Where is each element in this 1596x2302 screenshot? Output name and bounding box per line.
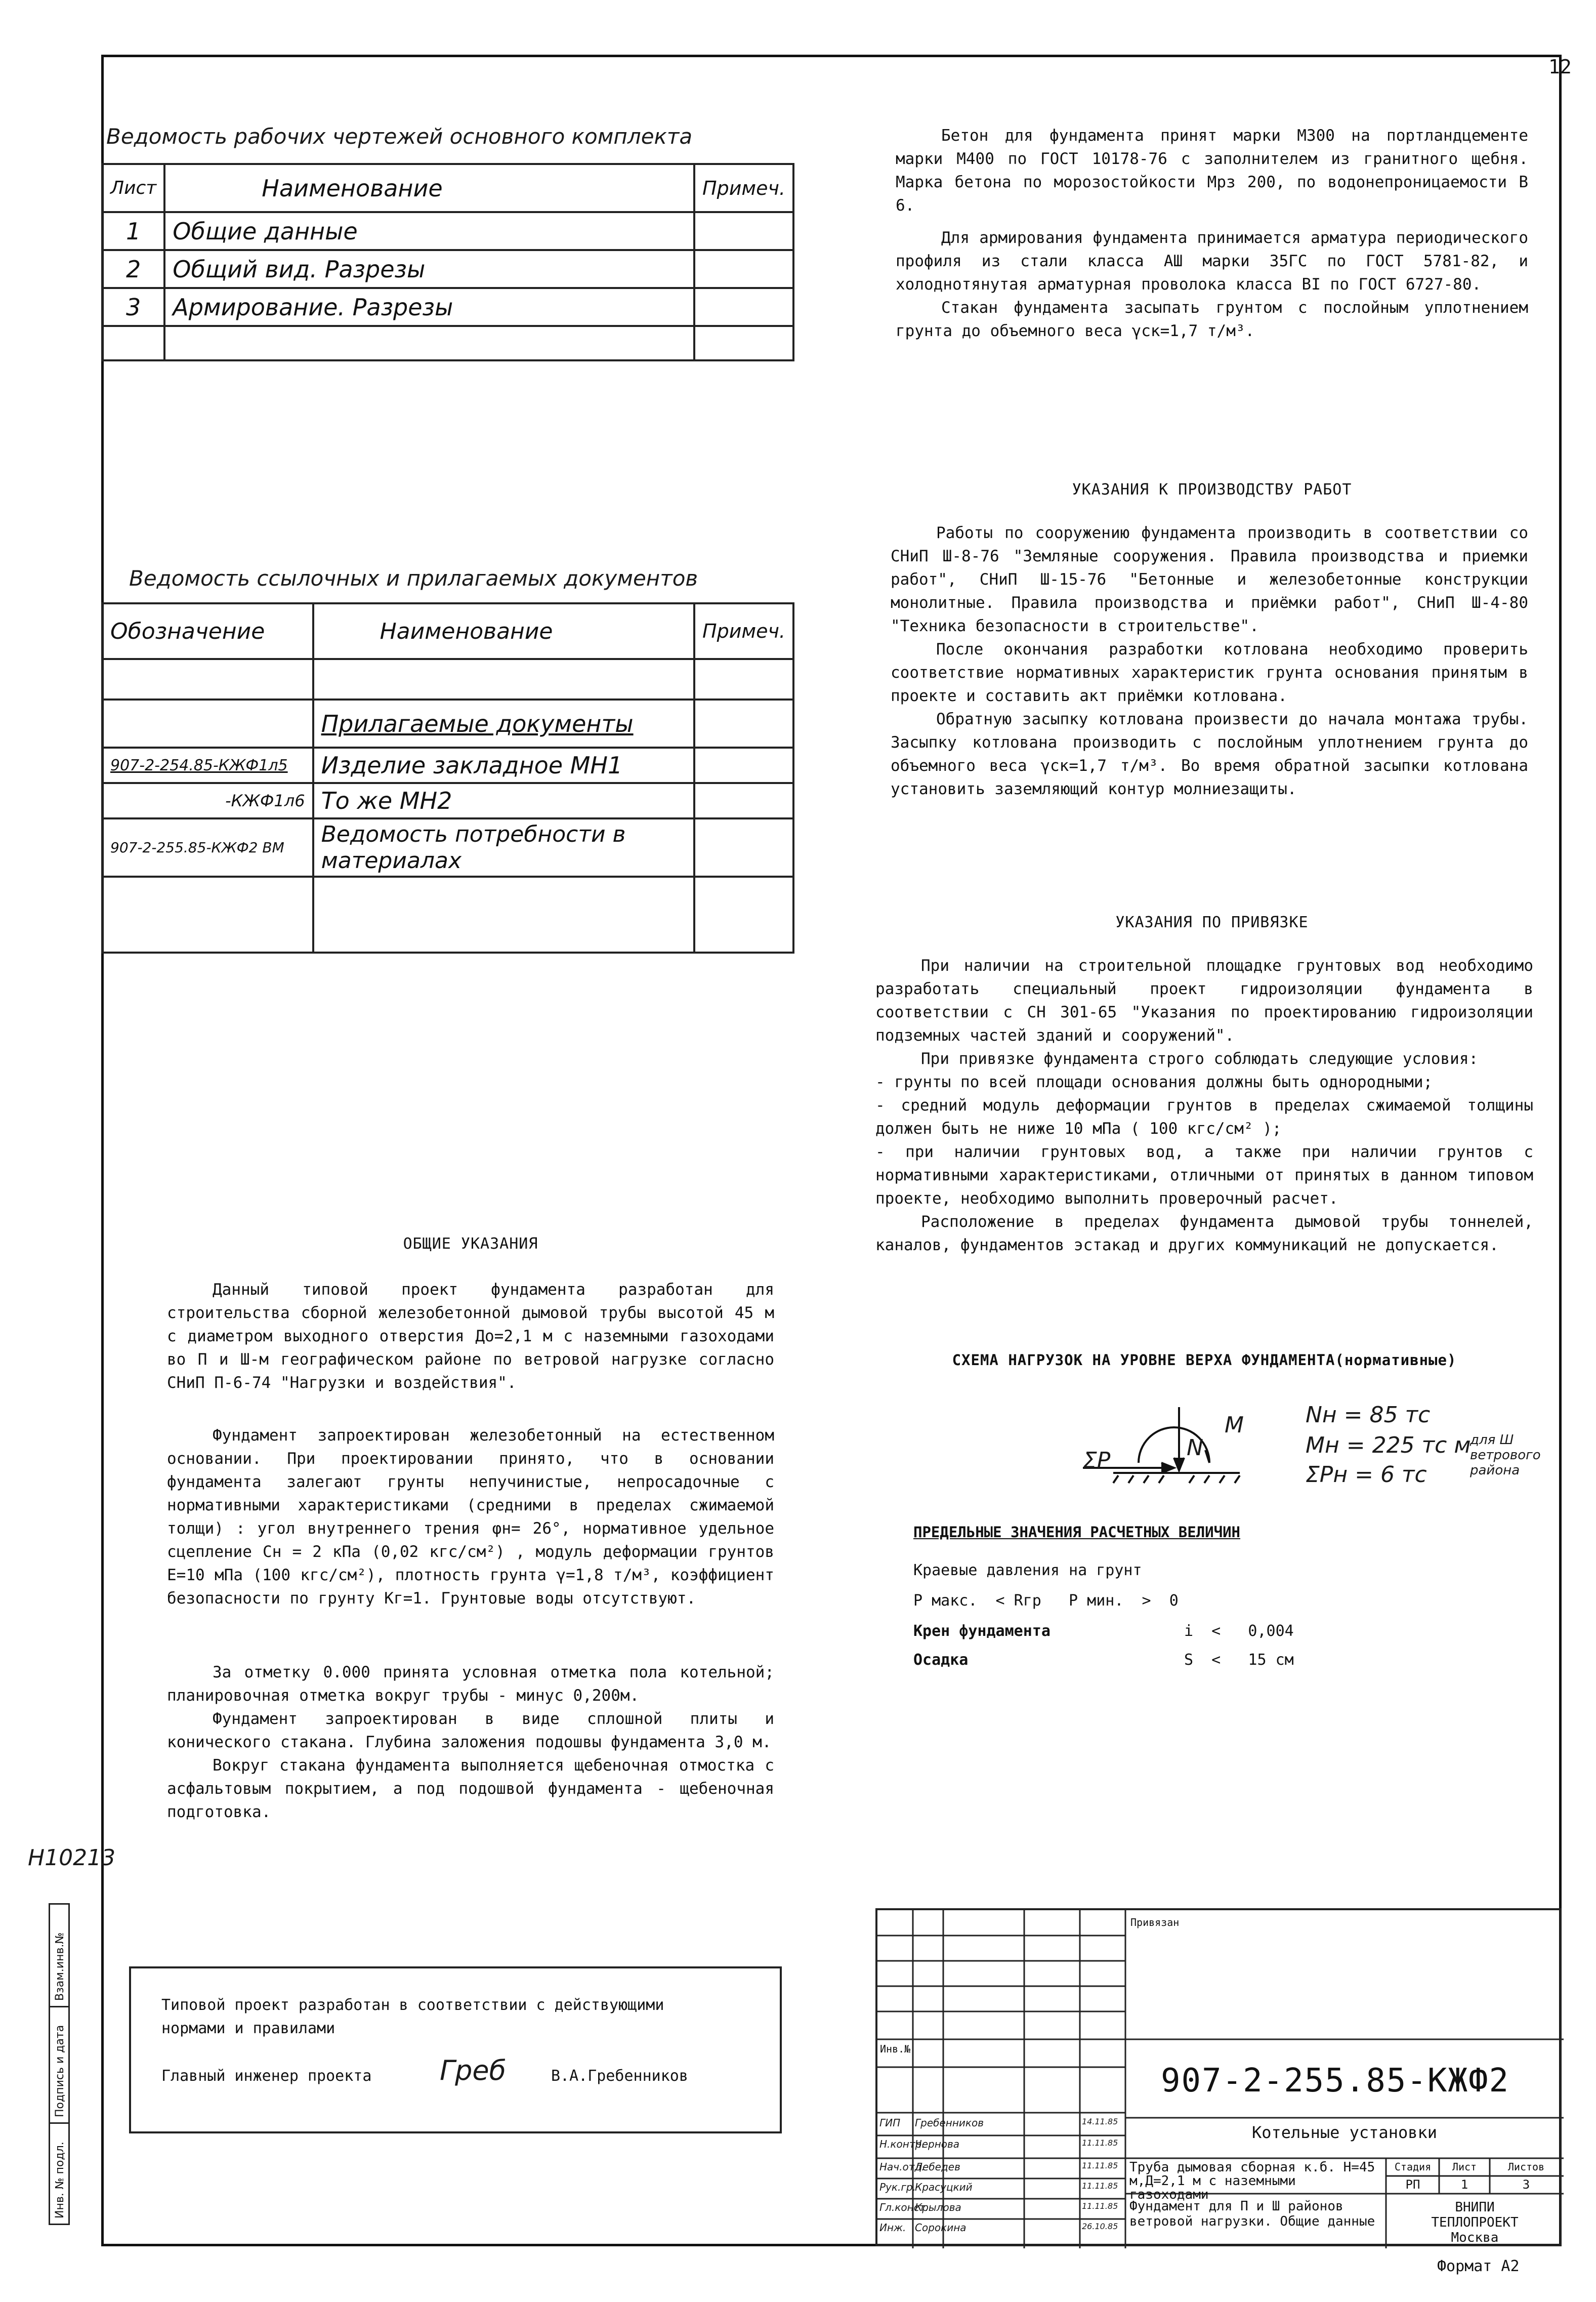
role-date: 26.10.85: [1082, 2222, 1118, 2231]
stamp-org-line: ТЕПЛОПРОЕКТ: [1431, 2215, 1519, 2230]
wind-region-note: для Ш ветрового района: [1470, 1432, 1541, 1478]
engineer-signature: Греб: [440, 2054, 506, 2086]
table-row: [102, 250, 793, 288]
stamp-title: Труба дымовая сборная к.б. Н=45 м,Д=2,1 м с наземными газоходами: [1129, 2160, 1375, 2202]
cell-code: -КЖФ1л6: [102, 783, 313, 818]
binding-paragraph: При привязке фундамента строго соблюдать следующие условия:: [921, 1050, 1479, 1068]
cell-note: [694, 212, 793, 250]
role-label: Инж.: [879, 2222, 906, 2234]
note-box: [129, 1966, 782, 2133]
role-date: 11.11.85: [1082, 2181, 1118, 2191]
docs-list-title: Ведомость ссылочных и прилагаемых документов: [129, 566, 698, 591]
cell-code: [102, 659, 313, 700]
role-date: 11.11.85: [1082, 2161, 1118, 2170]
cell-name: Общий вид. Разрезы: [164, 250, 694, 288]
engineer-label: Главный инженер проекта: [161, 2067, 372, 2085]
load-value-m: Mн = 225 тс м: [1306, 1432, 1471, 1458]
role-name: Красуцкий: [915, 2181, 973, 2193]
load-label-m: M: [1225, 1412, 1244, 1438]
role-date: 11.11.85: [1082, 2138, 1118, 2148]
binding-condition: - при наличии грунтовых вод, а также при наличии грунтов с нормативными характеристиками, отличными от принятых в данном типовом проекте, необходимо выполнить проверочный расчет.: [875, 1143, 1533, 1208]
format-label: Формат А2: [1437, 2257, 1520, 2275]
cell-sheet: 2: [102, 250, 164, 288]
role-label: Рук.гр.: [879, 2181, 916, 2193]
stamp-stage: РП: [1405, 2177, 1420, 2192]
cell-sheet: [102, 326, 164, 360]
cell-note: [694, 288, 793, 326]
stamp-subtitle: Котельные установки: [1251, 2123, 1438, 2142]
sidebar-label: Подпись и дата: [54, 2025, 66, 2117]
cell-note: [694, 700, 793, 748]
load-label-p: ΣP: [1083, 1448, 1111, 1473]
cell-name: Прилагаемые документы: [313, 700, 694, 748]
concrete-paragraph: Бетон для фундамента принят марки М300 на портландцементе марки М400 по ГОСТ 10178-76 с заполнителем из гранитного щебня. Марка бетона по морозостойкости Мрз 200, по водонепроницаемости В 6.: [896, 127, 1528, 215]
stamp-sheet-header: Лист: [1452, 2161, 1477, 2173]
stamp-sheets: 3: [1522, 2177, 1530, 2192]
load-label-n: N: [1187, 1435, 1203, 1461]
binding-heading: УКАЗАНИЯ ПО ПРИВЯЗКЕ: [1115, 914, 1309, 931]
docs-list-table: [101, 602, 794, 954]
col-header-name: Наименование: [164, 164, 694, 212]
production-section: [891, 521, 1528, 801]
limits-pressure: Р макс. < Rгр Р мин. > 0: [913, 1592, 1179, 1610]
cell-name: [313, 659, 694, 700]
cell-sheet: 1: [102, 212, 164, 250]
col-header-name: Наименование: [313, 603, 694, 659]
general-heading: ОБЩИЕ УКАЗАНИЯ: [403, 1235, 538, 1253]
general-paragraph: За отметку 0.000 принята условная отметка пола котельной; планировочная отметка вокруг трубы - минус 0,200м.: [167, 1663, 774, 1705]
drawings-list-table: [101, 163, 794, 361]
binding-paragraph: При наличии на строительной площадке грунтовых вод необходимо разработать специальный проект гидроизоляции фундамента в соответствии с СН 301-65 "Указания по проектированию гидроизоляции подземных частей зданий и сооружений".: [875, 957, 1533, 1045]
limits-settle-label: Осадка: [913, 1651, 969, 1669]
cell-name: Ведомость потребности в материалах: [313, 818, 694, 877]
stamp-org-line: Москва: [1451, 2230, 1499, 2245]
production-paragraph: Обратную засыпку котлована произвести до начала монтажа трубы. Засыпку котлована производить с послойным уплотнением грунта до объемного веса γск=1,7 т/м³. Во время обратной засыпки котлована установить заземляющий контур молниезащиты.: [891, 710, 1528, 798]
table-row: [102, 877, 793, 953]
cell-name: [164, 326, 694, 360]
role-label: Нач.отд.: [879, 2161, 925, 2173]
stamp-org: [1386, 2200, 1564, 2245]
cell-code: [102, 700, 313, 748]
cell-note: [694, 659, 793, 700]
concrete-paragraph: Стакан фундамента засыпать грунтом с послойным уплотнением грунта до объемного веса γск=1,7 т/м³.: [896, 299, 1528, 340]
drawings-list-title: Ведомость рабочих чертежей основного комплекта: [106, 124, 693, 149]
cell-name: Армирование. Разрезы: [164, 288, 694, 326]
sidebar-stamp: [49, 1903, 70, 2225]
table-row: [102, 818, 793, 877]
cell-sheet: 3: [102, 288, 164, 326]
cell-note: [694, 877, 793, 953]
limits-tilt-label: Крен фундамента: [913, 1622, 1051, 1640]
stamp-stage-header: Стадия: [1394, 2161, 1432, 2173]
role-name: Крылова: [915, 2201, 961, 2213]
production-paragraph: Работы по сооружению фундамента производить в соответствии со СНиП Ш-8-76 "Земляные сооружения. Правила производства и приемки работ", СНиП Ш-15-76 "Бетонные и железобетонные конструкции монолитные. Правила производства и приёмки работ", СНиП Ш-4-80 "Техника безопасности в строительстве".: [891, 524, 1528, 635]
cell-note: [694, 748, 793, 783]
binding-paragraph: Расположение в пределах фундамента дымовой трубы тоннелей, каналов, фундаментов эстакад и других коммуникаций не допускается.: [875, 1213, 1533, 1254]
cell-note: [694, 783, 793, 818]
sidebar-label: Взам.инв.№: [54, 1932, 66, 2001]
limits-settle-value: S < 15 см: [1184, 1651, 1294, 1669]
stamp-org-line: ВНИПИ: [1455, 2200, 1495, 2215]
cell-code: 907-2-254.85-КЖФ1л5: [102, 748, 313, 783]
role-name: Гребенников: [915, 2117, 984, 2129]
load-value-n: Nн = 85 тс: [1306, 1402, 1431, 1428]
role-label: Н.контр.: [879, 2138, 925, 2150]
col-header-note: Примеч.: [694, 603, 793, 659]
title-block: [875, 1908, 1562, 2246]
table-row: [102, 659, 793, 700]
stamp-inv: Инв.№: [880, 2043, 911, 2055]
note-text: Типовой проект разработан в соответствии с действующими нормами и правилами: [161, 1996, 664, 2037]
col-header-sheet: Лист: [102, 164, 164, 212]
concrete-section: [896, 124, 1528, 343]
limits-heading: ПРЕДЕЛЬНЫЕ ЗНАЧЕНИЯ РАСЧЕТНЫХ ВЕЛИЧИН: [913, 1524, 1241, 1541]
cell-name: Общие данные: [164, 212, 694, 250]
stamp-sheets-header: Листов: [1507, 2161, 1545, 2173]
general-paragraph: Вокруг стакана фундамента выполняется щебеночная отмостка с асфальтовым покрытием, а под подошвой фундамента - щебеночная подготовка.: [167, 1756, 774, 1821]
col-header-note: Примеч.: [694, 164, 793, 212]
page-number: 12: [1548, 56, 1572, 78]
stamp-code: 907-2-255.85-КЖФ2: [1161, 2062, 1510, 2100]
concrete-paragraph: Для армирования фундамента принимается арматура периодического профиля из стали класса АШ марки 35ГС по ГОСТ 5781-82, и холоднотянутая арматурная проволока класса ВI по ГОСТ 6727-80.: [896, 229, 1528, 294]
table-row: [102, 212, 793, 250]
general-paragraph: Фундамент запроектирован железобетонный на естественном основании. При проектировании принято, что в основании фундамента залегают грунты непучинистые, непросадочные с нормативными характеристиками (средними в пределах сжимаемой толщи) : угол внутреннего трения φн= 26°, нормативное удельное сцепление Сн = 2 кПа (0,02 кгс/см²) , модуль деформации грунтов Е=10 мПа (100 кгс/см²), плотность грунта γ=1,8 т/м³, коэффициент безопасности по грунту Кг=1. Грунтовые воды отсутствуют.: [167, 1426, 774, 1608]
col-header-code: Обозначение: [102, 603, 313, 659]
general-paragraph: Данный типовой проект фундамента разработан для строительства сборной железобетонной дымовой трубы высотой 45 м с диаметром выходного отверстия До=2,1 м с наземными газоходами во П и Ш-м географическом районе по ветровой нагрузке согласно СНиП П-6-74 "Нагрузки и воздействия".: [167, 1281, 774, 1392]
general-section: [167, 1278, 774, 1824]
sidebar-label: Инв. № подл.: [54, 2142, 66, 2218]
limits-tilt-value: i < 0,004: [1184, 1622, 1294, 1640]
role-name: Лебедев: [915, 2161, 960, 2173]
stamp-privyazan: Привязан: [1130, 1916, 1180, 1928]
table-row: [102, 288, 793, 326]
stamp-sheet: 1: [1460, 2177, 1468, 2192]
production-heading: УКАЗАНИЯ К ПРОИЗВОДСТВУ РАБОТ: [1072, 481, 1352, 499]
binding-condition: - грунты по всей площади основания должны быть однородными;: [875, 1073, 1433, 1091]
table-row: [102, 748, 793, 783]
drawings-list-header: [102, 164, 793, 212]
role-date: 14.11.85: [1082, 2117, 1118, 2126]
general-paragraph: Фундамент запроектирован в виде сплошной плиты и конического стакана. Глубина заложения подошвы фундамента 3,0 м.: [167, 1710, 774, 1751]
cell-name: Изделие закладное МН1: [313, 748, 694, 783]
cell-note: [694, 818, 793, 877]
role-name: Сорокина: [915, 2222, 967, 2234]
docs-list-header: [102, 603, 793, 659]
cell-name: То же МН2: [313, 783, 694, 818]
cell-code: 907-2-255.85-КЖФ2 ВМ: [102, 818, 313, 877]
inventory-number: Н10213: [28, 1845, 116, 1871]
production-paragraph: После окончания разработки котлована необходимо проверить соответствие нормативных характеристик грунта основания принятым в проекте и составить акт приёмки котлована.: [891, 640, 1528, 705]
role-date: 11.11.85: [1082, 2201, 1118, 2211]
cell-note: [694, 326, 793, 360]
role-label: ГИП: [879, 2117, 901, 2129]
cell-code: [102, 877, 313, 953]
binding-section: [875, 954, 1533, 1257]
engineer-name: В.А.Гребенников: [551, 2067, 688, 2085]
role-name: Чернова: [915, 2138, 960, 2150]
table-row: [102, 783, 793, 818]
table-row: [102, 700, 793, 748]
load-value-p: ΣPн = 6 тс: [1306, 1462, 1427, 1488]
loads-heading: СХЕМА НАГРУЗОК НА УРОВНЕ ВЕРХА ФУНДАМЕНТА(нормативные): [952, 1351, 1457, 1369]
limits-edge-pressure: Краевые давления на грунт: [913, 1561, 1142, 1579]
binding-condition: - средний модуль деформации грунтов в пределах сжимаемой толщины должен быть не ниже 10 мПа ( 100 кгс/см² );: [875, 1096, 1533, 1138]
stamp-sheet-title: Фундамент для П и Ш районов ветровой нагрузки. Общие данные: [1129, 2199, 1375, 2229]
table-row: [102, 326, 793, 360]
cell-name: [313, 877, 694, 953]
cell-note: [694, 250, 793, 288]
role-label: Гл.конст.: [879, 2201, 929, 2213]
